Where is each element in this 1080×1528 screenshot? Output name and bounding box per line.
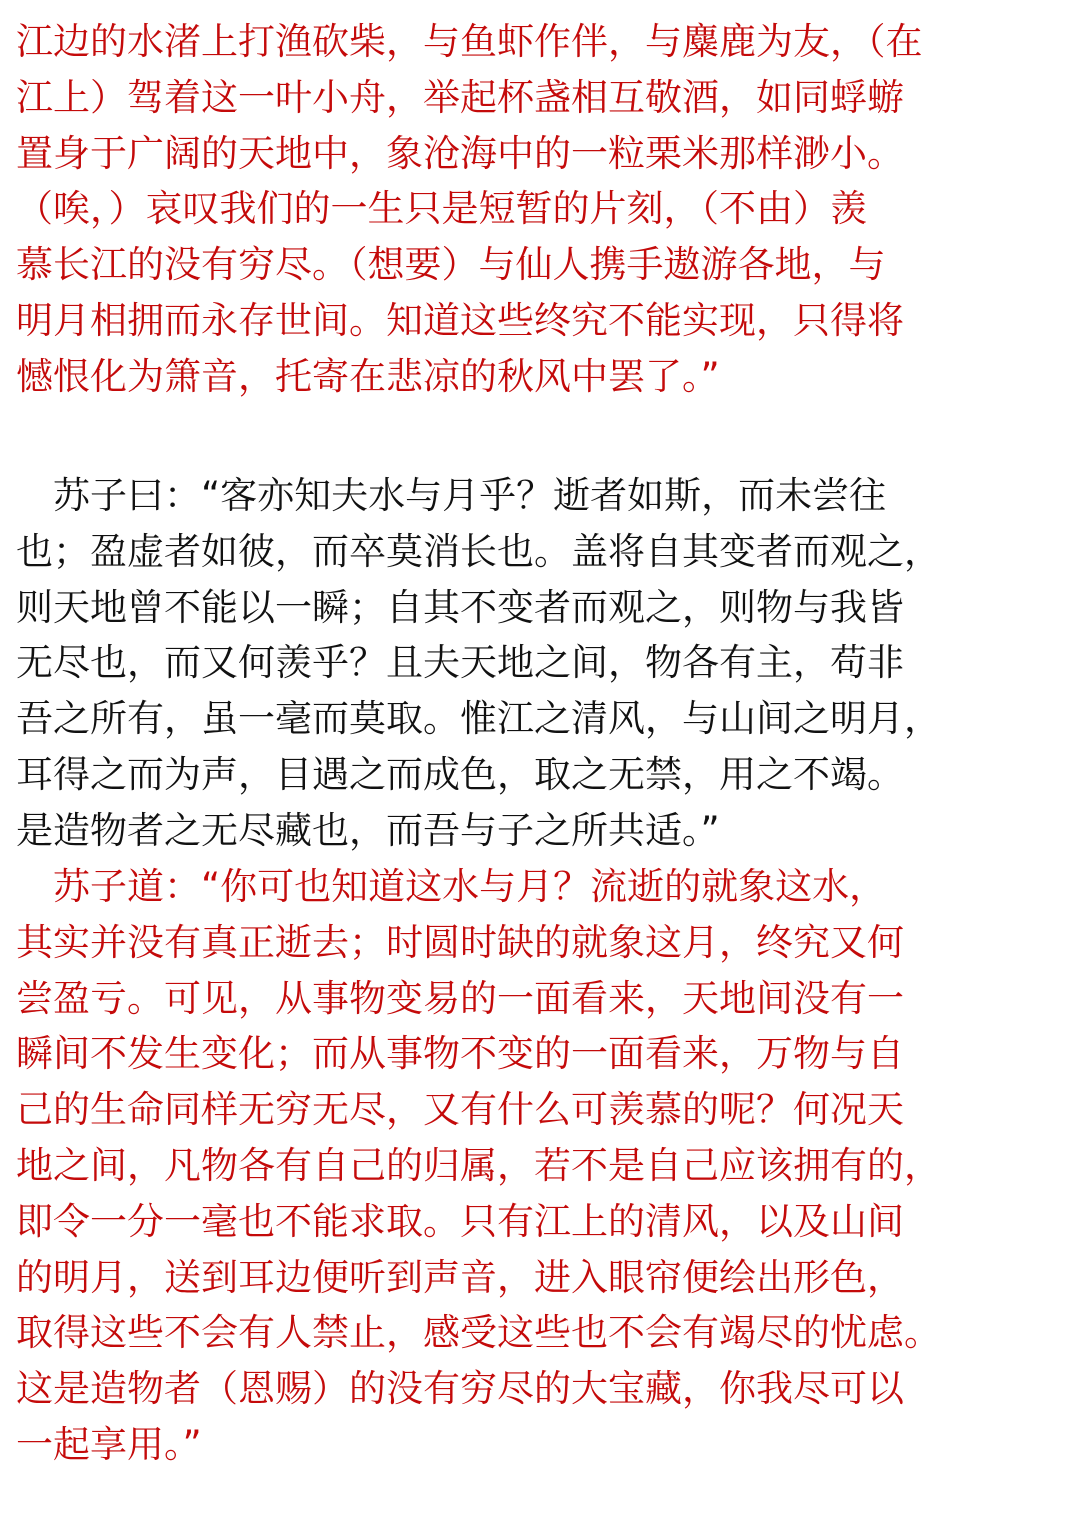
- translation-paragraph-2: 苏子道：“你可也知道这水与月？流逝的就象这水， 其实并没有真正逝去；时圆时缺的就象这月，终究又何 尝盈亏。可见，从事物变易的一面看来，天地间没有一 瞬间不发生变化；而从事物不变的一面看来，万物与自 己的生命同样无穷无尽，又有什么可羡慕的呢？何况天 地之间，凡物各有自己的归属，若不是自己应该拥有的， 即令一分一毫也不能求取。只有江上的清风，以及山间 的明月，送到耳边便听到声音，进入眼帘便绘出形色， 取得这些不会有人禁止，感受这些也不会有竭尽的忧虑。 这是造物者（恩赐）的没有穷尽的大宝藏，你我尽可以 一起享用。”: [16, 865, 941, 1466]
- translation-paragraph-1: 江边的水渚上打渔砍柴，与鱼虾作伴，与麋鹿为友，（在 江上）驾着这一叶小舟，举起杯盏相互敬酒，如同蜉蝣 置身于广阔的天地中，象沧海中的一粒栗米那样渺小。 （唉，）哀叹我们的一生只是短暂的片刻，（不由）羡 慕长江的没有穷尽。（想要）与仙人携手遨游各地，与 明月相拥而永存世间。知道这些终究不能实现，只得将 憾恨化为箫音，托寄在悲凉的秋风中罢了。”: [16, 20, 923, 398]
- original-paragraph: 苏子曰：“客亦知夫水与月乎？逝者如斯，而未尝往 也；盈虚者如彼，而卒莫消长也。盖将自其变者而观之， 则天地曾不能以一瞬；自其不变者而观之，则物与我皆 无尽也，而又何羡乎？且夫天地之间，物各有主，苟非 吾之所有，虽一毫而莫取。惟江之清风，与山间之明月， 耳得之而为声，目遇之而成色，取之无禁，用之不竭。 是造物者之无尽藏也，而吾与子之所共适。”: [16, 474, 941, 852]
